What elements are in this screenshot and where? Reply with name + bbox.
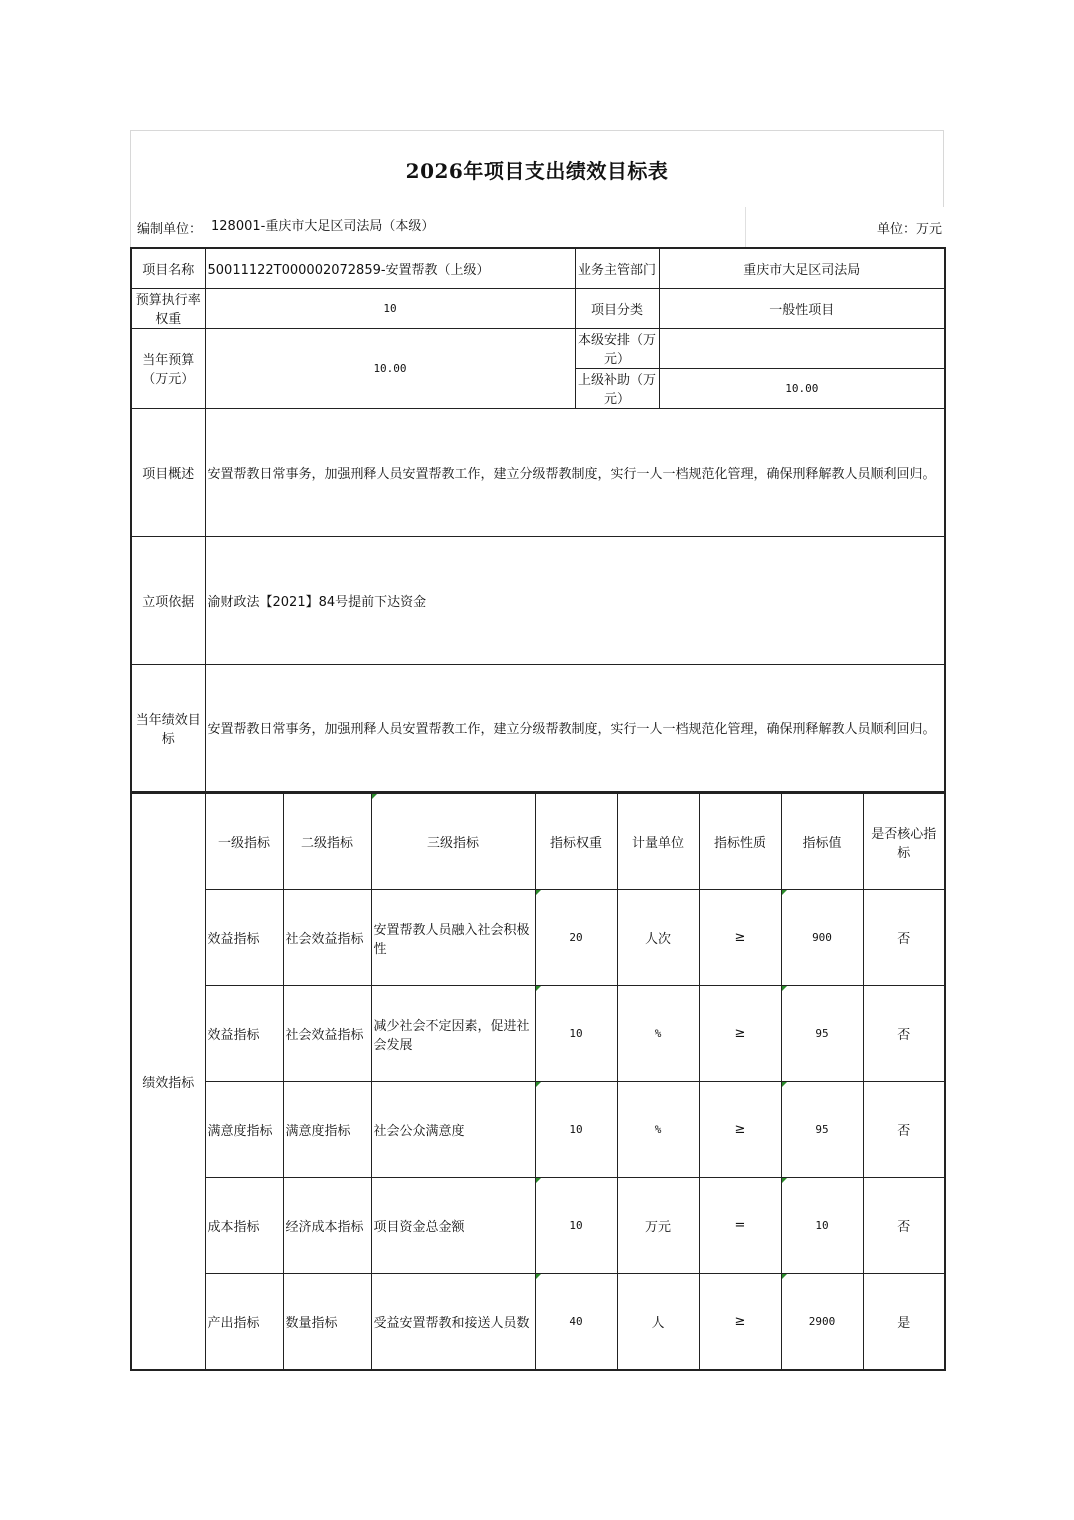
core-cell: 是 bbox=[863, 1274, 945, 1370]
table-row bbox=[131, 890, 945, 986]
exec-weight-value: 10 bbox=[205, 288, 575, 328]
core-cell: 否 bbox=[863, 890, 945, 986]
table-row bbox=[131, 986, 945, 1082]
compiling-unit-label: 编制单位： bbox=[137, 221, 203, 237]
column-header: 指标权重 bbox=[535, 794, 617, 890]
nature-cell: ≥ bbox=[699, 1274, 781, 1370]
core-cell: 否 bbox=[863, 986, 945, 1082]
column-header: 三级指标 bbox=[371, 794, 535, 890]
level2-cell: 经济成本指标 bbox=[283, 1178, 371, 1274]
title-row bbox=[130, 130, 944, 207]
value-cell: 10 bbox=[781, 1178, 863, 1274]
level2-cell: 满意度指标 bbox=[283, 1082, 371, 1178]
unit-row bbox=[130, 207, 944, 247]
level1-cell: 成本指标 bbox=[205, 1178, 283, 1274]
nature-cell: ≥ bbox=[699, 890, 781, 986]
basis-row bbox=[131, 536, 945, 664]
dept-value: 重庆市大足区司法局 bbox=[659, 248, 945, 288]
level3-cell: 受益安置帮教和接送人员数 bbox=[371, 1274, 535, 1370]
unit-cell: 人次 bbox=[617, 890, 699, 986]
column-header: 一级指标 bbox=[205, 794, 283, 890]
column-header: 计量单位 bbox=[617, 794, 699, 890]
local-arrangement-value bbox=[659, 328, 945, 368]
value-cell: 900 bbox=[781, 890, 863, 986]
nature-cell: = bbox=[699, 1178, 781, 1274]
overview-label: 项目概述 bbox=[131, 408, 205, 536]
exec-weight-label: 预算执行率权重 bbox=[131, 288, 205, 328]
table-row bbox=[131, 1274, 945, 1370]
category-value: 一般性项目 bbox=[659, 288, 945, 328]
unit-cell: 万元 bbox=[617, 1178, 699, 1274]
core-cell: 否 bbox=[863, 1178, 945, 1274]
budget-label: 当年预算（万元） bbox=[131, 328, 205, 408]
column-header: 二级指标 bbox=[283, 794, 371, 890]
unit-cell: % bbox=[617, 986, 699, 1082]
performance-target-sheet bbox=[130, 130, 944, 1371]
level3-cell: 项目资金总金额 bbox=[371, 1178, 535, 1274]
currency-unit-label: 单位：万元 bbox=[876, 221, 942, 237]
core-cell: 否 bbox=[863, 1082, 945, 1178]
weight-cell: 10 bbox=[535, 986, 617, 1082]
goal-row bbox=[131, 664, 945, 792]
info-table bbox=[130, 247, 946, 793]
level2-cell: 数量指标 bbox=[283, 1274, 371, 1370]
basis-value: 渝财政法【2021】84号提前下达资金 bbox=[205, 536, 945, 664]
level3-cell: 安置帮教人员融入社会积极性 bbox=[371, 890, 535, 986]
budget-row bbox=[131, 328, 945, 368]
table-row bbox=[131, 1082, 945, 1178]
level3-cell: 减少社会不定因素，促进社会发展 bbox=[371, 986, 535, 1082]
dept-label: 业务主管部门 bbox=[575, 248, 659, 288]
level2-cell: 社会效益指标 bbox=[283, 986, 371, 1082]
category-label: 项目分类 bbox=[575, 288, 659, 328]
column-header: 指标性质 bbox=[699, 794, 781, 890]
indicator-section-label: 绩效指标 bbox=[131, 794, 205, 1370]
exec-weight-row bbox=[131, 288, 945, 328]
level1-cell: 效益指标 bbox=[205, 890, 283, 986]
level1-cell: 产出指标 bbox=[205, 1274, 283, 1370]
column-header: 指标值 bbox=[781, 794, 863, 890]
value-cell: 95 bbox=[781, 1082, 863, 1178]
nature-cell: ≥ bbox=[699, 986, 781, 1082]
level3-cell: 社会公众满意度 bbox=[371, 1082, 535, 1178]
level1-cell: 满意度指标 bbox=[205, 1082, 283, 1178]
unit-cell: 人 bbox=[617, 1274, 699, 1370]
goal-value: 安置帮教日常事务，加强刑释人员安置帮教工作，建立分级帮教制度，实行一人一档规范化管理，确保刑释解教人员顺利回归。 bbox=[205, 664, 945, 792]
project-name-value: 50011122T000002072859-安置帮教（上级） bbox=[205, 248, 575, 288]
project-name-label: 项目名称 bbox=[131, 248, 205, 288]
local-arrangement-label: 本级安排（万元） bbox=[575, 328, 659, 368]
weight-cell: 10 bbox=[535, 1082, 617, 1178]
weight-cell: 10 bbox=[535, 1178, 617, 1274]
goal-label: 当年绩效目标 bbox=[131, 664, 205, 792]
overview-row bbox=[131, 408, 945, 536]
overview-value: 安置帮教日常事务，加强刑释人员安置帮教工作，建立分级帮教制度，实行一人一档规范化管理，确保刑释解教人员顺利回归。 bbox=[205, 408, 945, 536]
indicator-table bbox=[130, 793, 946, 1371]
value-cell: 95 bbox=[781, 986, 863, 1082]
weight-cell: 40 bbox=[535, 1274, 617, 1370]
value-cell: 2900 bbox=[781, 1274, 863, 1370]
project-name-row bbox=[131, 248, 945, 288]
column-header: 是否核心指标 bbox=[863, 794, 945, 890]
nature-cell: ≥ bbox=[699, 1082, 781, 1178]
upper-subsidy-label: 上级补助（万元） bbox=[575, 368, 659, 408]
table-row bbox=[131, 1178, 945, 1274]
compiling-unit-value: 128001-重庆市大足区司法局（本级） bbox=[211, 207, 746, 247]
indicator-header-row bbox=[131, 794, 945, 890]
weight-cell: 20 bbox=[535, 890, 617, 986]
basis-label: 立项依据 bbox=[131, 536, 205, 664]
upper-subsidy-value: 10.00 bbox=[659, 368, 945, 408]
unit-cell: % bbox=[617, 1082, 699, 1178]
budget-value: 10.00 bbox=[205, 328, 575, 408]
level1-cell: 效益指标 bbox=[205, 986, 283, 1082]
page-title: 2026年项目支出绩效目标表 bbox=[405, 158, 669, 183]
level2-cell: 社会效益指标 bbox=[283, 890, 371, 986]
